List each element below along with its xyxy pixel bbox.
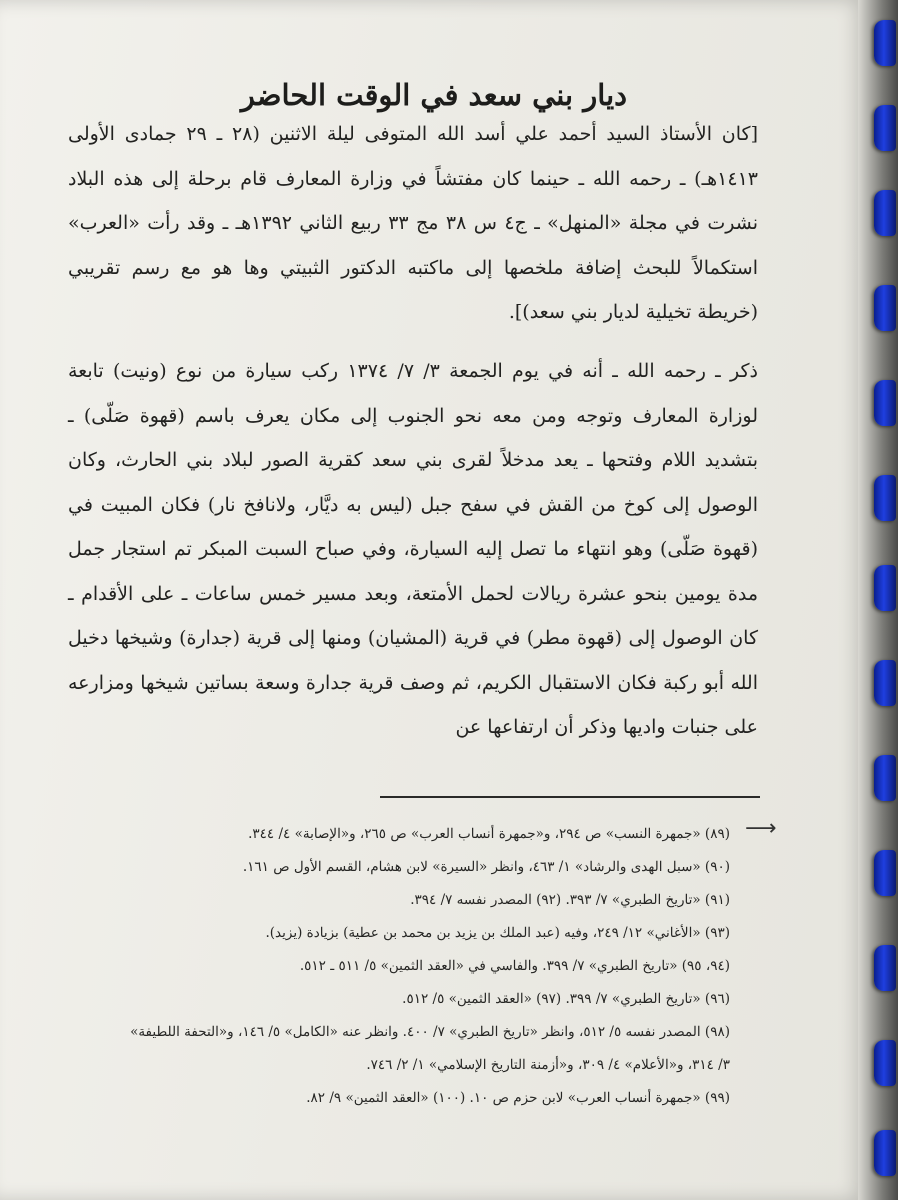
- footnote: (٩٩) «جمهرة أنساب العرب» لابن حزم ص ١٠. (١٠٠) «العقد الثمين» ٩/ ٨٢.: [306, 1090, 730, 1106]
- binding-ring: [874, 1130, 896, 1176]
- footnote: (٩٤، ٩٥) «تاريخ الطبري» ٧/ ٣٩٩. والفاسي في «العقد الثمين» ٥/ ٥١١ ـ ٥١٢.: [299, 958, 730, 974]
- footnote: ٣/ ٣١٤، و«الأعلام» ٤/ ٣٠٩، و«أزمنة التاريخ الإسلامي» ١/ ٢/ ٧٤٦.: [366, 1057, 730, 1073]
- binding-ring: [874, 565, 896, 611]
- arrow-icon: ⟶: [745, 816, 777, 841]
- main-paragraph: ذكر ـ رحمه الله ـ أنه في يوم الجمعة ٣/ ٧/ ١٣٧٤ ركب سيارة من نوع (ونيت) تابعة لوزارة المعارف وتوجه ومن معه نحو الجنوب إلى مكان يعرف باسم (قهوة صَلّى) ـ بتشديد اللام وفتحها ـ يعد مدخلاً لقرى بني سعد كقرية الصور لبلاد بني الحارث، وكان الوصول إلى كوخ من القش في سفح جبل (ليس به ديَّار، ولانافخ نار) فكان المبيت في (قهوة صَلّى) وهو انتهاء ما تصل إليه السيارة، وفي صباح السبت المبكر تم استجار جمل مدة يومين بنحو عشرة ريالات لحمل الأمتعة، وبعد مسير خمس ساعات ـ على الأقدام ـ كان الوصول إلى (قهوة مطر) في قرية (المشيان) ومنها إلى قرية (جدارة) وشيخها دخيل الله أبو ركبة فكان الاستقبال الكريم، ثم وصف قرية جدارة وسعة بساتين شيخها ومزارعه على جنبات واديها وذكر أن ارتفاعها عن: [68, 360, 758, 738]
- binding-ring: [874, 660, 896, 706]
- footnote: (٩٠) «سبل الهدى والرشاد» ١/ ٤٦٣، وانظر «السيرة» لابن هشام، القسم الأول ص ١٦١.: [242, 859, 730, 875]
- footnotes-list: [120, 818, 730, 1115]
- binding-ring: [874, 475, 896, 521]
- binding-ring: [874, 190, 896, 236]
- footnote-divider: [380, 796, 760, 798]
- binding-ring: [874, 1040, 896, 1086]
- binding-ring: [874, 755, 896, 801]
- binding-ring: [874, 945, 896, 991]
- binding-ring: [874, 20, 896, 66]
- binding-ring: [874, 105, 896, 151]
- footnote: (٩٨) المصدر نفسه ٥/ ٥١٢، وانظر «تاريخ الطبري» ٧/ ٤٠٠. وانظر عنه «الكامل» ٥/ ١٤٦، و«التحفة اللطيفة»: [130, 1024, 730, 1040]
- intro-paragraph: [كان الأستاذ السيد أحمد علي أسد الله المتوفى ليلة الاثنين (٢٨ ـ ٢٩ جمادى الأولى ١٤١٣هـ) ـ رحمه الله ـ حينما كان مفتشاً في وزارة المعارف قام برحلة إلى هذه البلاد نشرت في مجلة «المنهل» ـ ج٤ س ٣٨ مج ٣٣ ربيع الثاني ١٣٩٢هـ ـ وقد رأت «العرب» استكمالاً للبحث إضافة ملخصها إلى ماكتبه الدكتور الثبيتي وها هو مع رسم تقريبي (خريطة تخيلية لديار بني سعد)].: [68, 123, 758, 323]
- spiral-binding: [858, 0, 898, 1200]
- footnote: (٨٩) «جمهرة النسب» ص ٢٩٤، و«جمهرة أنساب العرب» ص ٢٦٥، و«الإصابة» ٤/ ٣٤٤.: [248, 826, 730, 842]
- footnote: (٩١) «تاريخ الطبري» ٧/ ٣٩٣. (٩٢) المصدر نفسه ٧/ ٣٩٤.: [410, 892, 730, 908]
- binding-ring: [874, 850, 896, 896]
- page-title: ديار بني سعد في الوقت الحاضر: [240, 78, 628, 112]
- footnote: (٩٦) «تاريخ الطبري» ٧/ ٣٩٩. (٩٧) «العقد الثمين» ٥/ ٥١٢.: [402, 991, 730, 1007]
- binding-ring: [874, 380, 896, 426]
- binding-ring: [874, 285, 896, 331]
- footnote: (٩٣) «الأغاني» ١٢/ ٢٤٩، وفيه (عبد الملك بن يزيد بن محمد بن عطية) بزيادة (يزيد).: [265, 925, 730, 941]
